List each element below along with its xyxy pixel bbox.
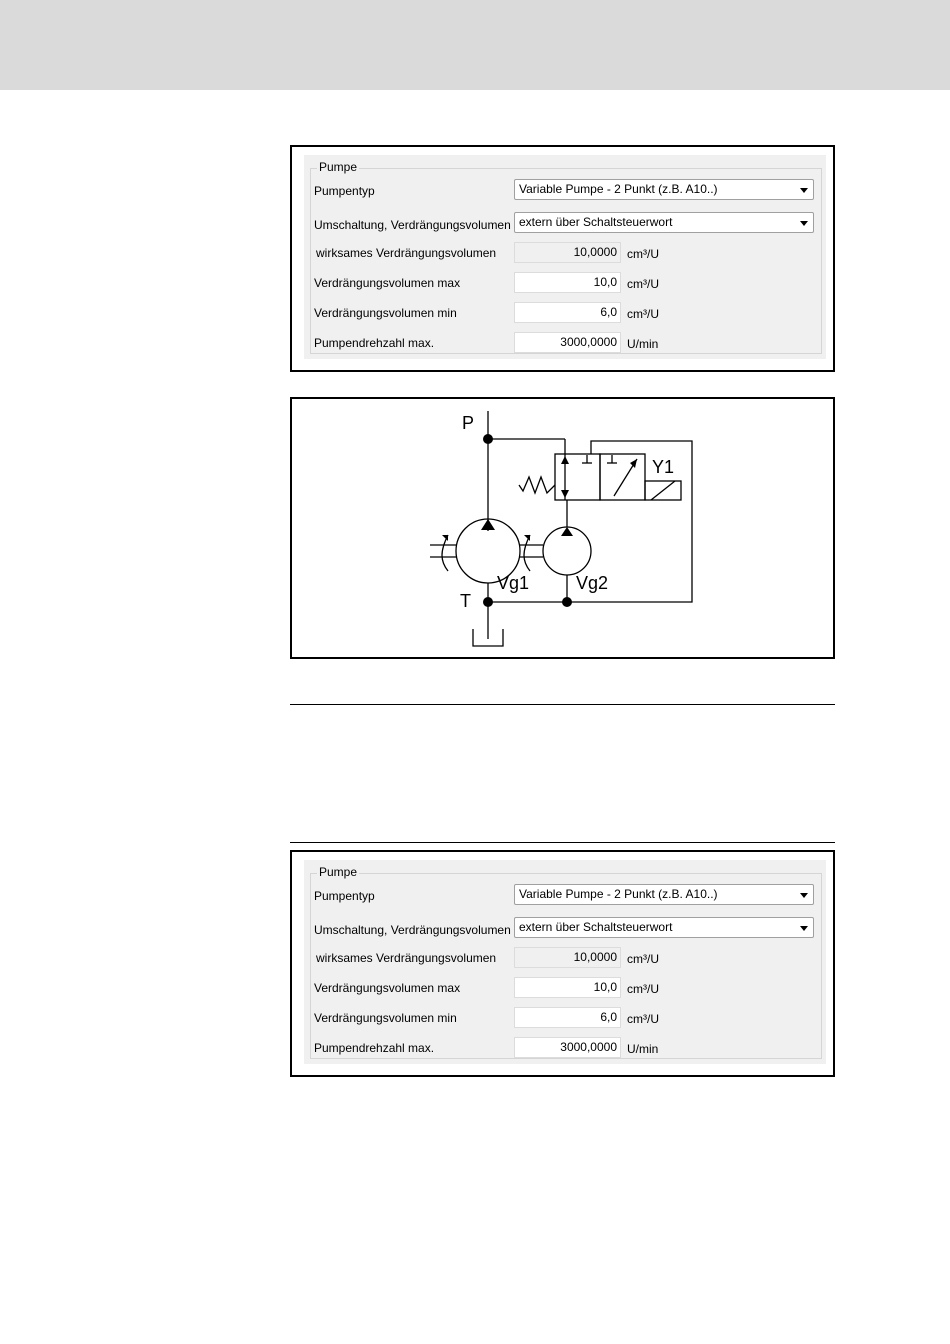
effective-displacement-label: wirksames Verdrängungsvolumen [316, 951, 497, 965]
switching-mode-select[interactable] [514, 917, 814, 938]
rotation-arrow-icon [442, 535, 448, 571]
effective-displacement-unit: cm³/U [627, 952, 659, 966]
effective-displacement-field: 10,0000 [514, 242, 621, 263]
pump-speed-max-label: Pumpendrehzahl max. [314, 1041, 435, 1055]
group-title: Pumpe [319, 865, 358, 879]
pump-settings-panel [304, 155, 826, 359]
page-header-bar [0, 0, 950, 90]
solenoid-y1-label: Y1 [652, 457, 675, 477]
dropdown-arrow-icon [800, 926, 808, 931]
pump-speed-max-label: Pumpendrehzahl max. [314, 336, 435, 350]
valve-right-square [600, 454, 645, 500]
displacement-min-label: Verdrängungsvolumen min [314, 306, 457, 320]
effective-displacement-unit: cm³/U [627, 247, 659, 261]
spring-symbol [519, 477, 555, 493]
pump-type-value: Variable Pumpe - 2 Punkt (z.B. A10..) [519, 887, 718, 901]
effective-displacement-field: 10,0000 [514, 947, 621, 968]
junction-dot [562, 597, 572, 607]
switching-mode-select[interactable] [514, 212, 814, 233]
dropdown-arrow-icon [800, 893, 808, 898]
rotation-arrow-icon [524, 535, 530, 571]
pump-type-select[interactable] [514, 179, 814, 200]
displacement-max-unit: cm³/U [627, 982, 659, 996]
pump-type-label: Pumpentyp [314, 889, 375, 903]
hydraulic-schematic [292, 399, 833, 657]
displacement-min-label: Verdrängungsvolumen min [314, 1011, 457, 1025]
displacement-max-label: Verdrängungsvolumen max [314, 276, 461, 290]
hydraulic-schematic-frame [290, 397, 835, 659]
pump-vg1-label: Vg1 [497, 573, 530, 593]
displacement-max-label: Verdrängungsvolumen max [314, 981, 461, 995]
displacement-max-input[interactable]: 10,0 [514, 272, 621, 293]
displacement-min-input[interactable]: 6,0 [514, 1007, 621, 1028]
pump-type-label: Pumpentyp [314, 184, 375, 198]
displacement-max-unit: cm³/U [627, 277, 659, 291]
pump-vg2-label: Vg2 [576, 573, 609, 593]
pump-speed-max-unit: U/min [627, 1042, 659, 1056]
pump-speed-max-input[interactable]: 3000,0000 [514, 1037, 621, 1058]
port-t-label: T [460, 591, 471, 611]
dropdown-arrow-icon [800, 188, 808, 193]
pump-settings-screenshot-1 [290, 145, 835, 372]
displacement-min-unit: cm³/U [627, 307, 659, 321]
pump-type-value: Variable Pumpe - 2 Punkt (z.B. A10..) [519, 182, 718, 196]
pump-type-select[interactable] [514, 884, 814, 905]
pump-settings-panel [304, 860, 826, 1064]
port-p-label: P [462, 413, 475, 433]
effective-displacement-label: wirksames Verdrängungsvolumen [316, 246, 497, 260]
group-title: Pumpe [319, 160, 358, 174]
divider-line [290, 842, 835, 843]
divider-line [290, 704, 835, 705]
dropdown-arrow-icon [800, 221, 808, 226]
switching-mode-label: Umschaltung, Verdrängungsvolumen [314, 923, 511, 937]
switching-mode-value: extern über Schaltsteuerwort [519, 215, 673, 229]
junction-dot [483, 434, 493, 444]
displacement-min-unit: cm³/U [627, 1012, 659, 1026]
switching-mode-label: Umschaltung, Verdrängungsvolumen [314, 218, 511, 232]
displacement-max-input[interactable]: 10,0 [514, 977, 621, 998]
pump-settings-screenshot-2 [290, 850, 835, 1077]
displacement-min-input[interactable]: 6,0 [514, 302, 621, 323]
junction-dot [483, 597, 493, 607]
switching-mode-value: extern über Schaltsteuerwort [519, 920, 673, 934]
pump-speed-max-input[interactable]: 3000,0000 [514, 332, 621, 353]
valve-left-square [555, 454, 600, 500]
pump-speed-max-unit: U/min [627, 337, 659, 351]
